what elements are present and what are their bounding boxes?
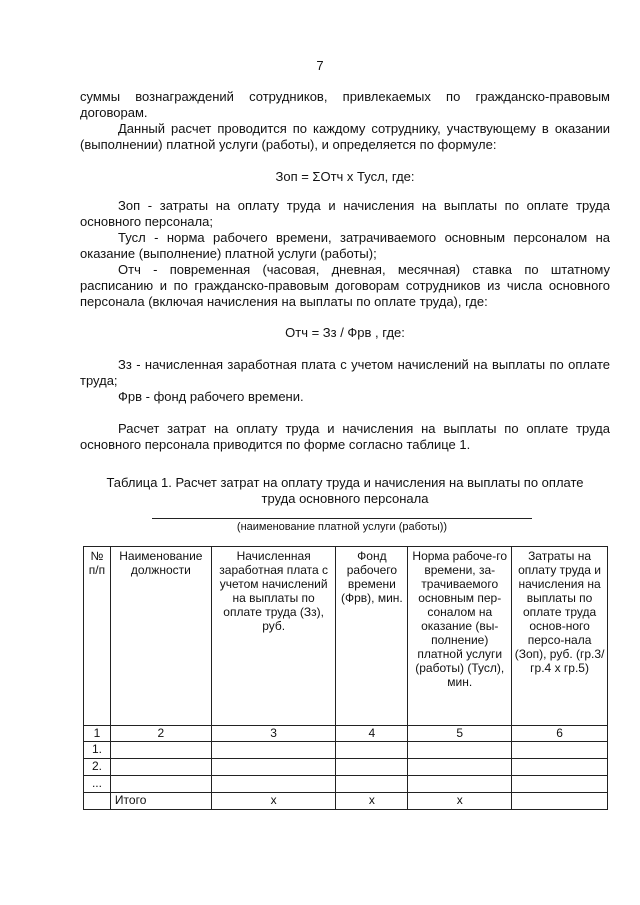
total-label: Итого [110,793,211,810]
table-cell [408,759,512,776]
column-numbers-row [84,726,608,742]
definition-frv: Фрв - фонд рабочего времени. [118,389,304,404]
table-cell [512,759,608,776]
table-cell [512,742,608,759]
calculation-table [83,546,608,810]
table-cell [408,776,512,793]
formula-zop: Зоп = ΣОтч х Тусл, где: [275,169,415,184]
table-cell [512,793,608,810]
header-number: № п/п [84,547,111,726]
row-number: ... [84,776,111,793]
table-row [84,776,608,793]
column-number: 5 [408,726,512,742]
table-cell [110,759,211,776]
table-cell [110,776,211,793]
header-work-time-fund: Фонд рабочего времени (Фрв), мин. [336,547,408,726]
table-cell [84,793,111,810]
definition-otch: Отч - повременная (часовая, дневная, месячная) ставка по штатному расписанию и по гражданско-правовым договорам сотрудников из числа основного персонала (включая начисления на выплаты по оплате труда), где: [80,262,610,309]
table-cell [336,742,408,759]
column-number: 1 [84,726,111,742]
table-cell [110,742,211,759]
table-header-row [84,547,608,726]
paragraph-1: суммы вознаграждений сотрудников, привлекаемых по гражданско-правовым договорам. [80,89,610,120]
formula-otch: Отч = Зз / Фрв , где: [285,325,405,340]
column-number: 3 [211,726,336,742]
total-row [84,793,608,810]
table-cell [408,742,512,759]
column-number: 2 [110,726,211,742]
table-cell [512,776,608,793]
table-cell [211,742,336,759]
service-name-line [152,518,532,519]
header-labor-costs: Затраты на оплату труда и начисления на выплаты по оплате труда основ-ного персо-нала (Зоп), руб. (гр.3/гр.4 х гр.5) [512,547,608,726]
header-salary: Начисленная заработная плата с учетом начислений на выплаты по оплате труда (Зз), руб. [211,547,336,726]
page-number: 7 [316,58,324,73]
table-row [84,742,608,759]
column-number: 4 [336,726,408,742]
row-number: 1. [84,742,111,759]
header-position: Наименование должности [110,547,211,726]
total-cell: х [336,793,408,810]
header-work-time-norm: Норма рабоче-го времени, за-трачиваемого основным пер-соналом на оказание (вы-полнение) платной услуги (работы) (Тусл), мин. [408,547,512,726]
table-caption [80,475,610,507]
paragraph-table-reference: Расчет затрат на оплату труда и начисления на выплаты по оплате труда основного персонала приводится по форме согласно таблице 1. [80,421,610,452]
paragraph-2: Данный расчет проводится по каждому сотруднику, участвующему в оказании (выполнении) платной услуги (работы), и определяется по формуле: [80,121,610,152]
row-number: 2. [84,759,111,776]
table-cell [211,776,336,793]
definition-zop: Зоп - затраты на оплату труда и начисления на выплаты по оплате труда основного персонала; [80,198,610,229]
total-cell: х [211,793,336,810]
definition-zz: Зз - начисленная заработная плата с учетом начислений на выплаты по оплате труда; [80,357,610,388]
table-cell [336,759,408,776]
table-caption-line-1: Таблица 1. Расчет затрат на оплату труда и начисления на выплаты по оплате [106,475,584,490]
table-cell [211,759,336,776]
total-cell: х [408,793,512,810]
table-caption-line-2: труда основного персонала [261,491,429,506]
table-cell [336,776,408,793]
definition-tusl: Тусл - норма рабочего времени, затрачиваемого основным персоналом на оказание (выполнение) платной услуги (работы); [80,230,610,261]
table-row [84,759,608,776]
service-name-label: (наименование платной услуги (работы)) [236,521,448,533]
document-body [80,89,610,453]
column-number: 6 [512,726,608,742]
